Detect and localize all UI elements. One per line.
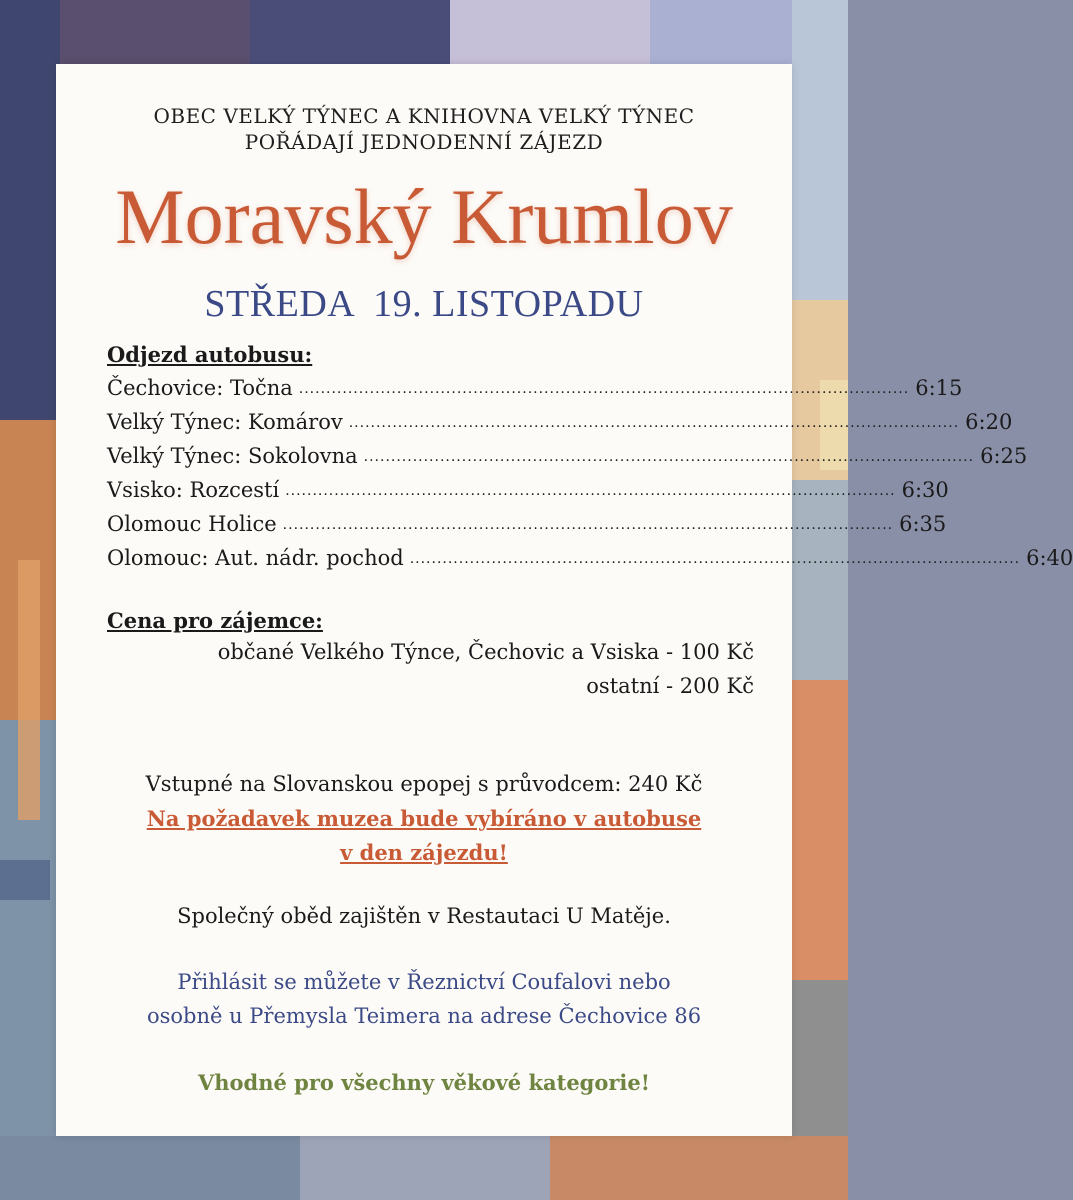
leader-dots: ................................................................................................................ — [282, 517, 894, 533]
stop-place: Vsisko: Rozcestí — [107, 478, 280, 502]
stop-place: Olomouc Holice — [107, 512, 277, 536]
stop-time: 6:20 — [965, 410, 1013, 434]
departure-stop — [107, 438, 1028, 468]
departure-stop — [107, 506, 947, 536]
leader-dots: ................................................................................................................ — [285, 483, 896, 499]
stop-place: Velký Týnec: Sokolovna — [107, 444, 358, 468]
admission-warning-line-1: Na požadavek muzea bude vybíráno v autobuse — [146, 806, 702, 831]
stop-place: Velký Týnec: Komárov — [107, 410, 343, 434]
stop-place: Olomouc: Aut. nádr. pochod — [107, 546, 404, 570]
departure-heading: Odjezd autobusu: — [107, 342, 313, 367]
stop-time: 6:40 — [1026, 546, 1073, 570]
leader-dots: ................................................................................................................ — [409, 551, 1021, 567]
departure-stop — [107, 472, 949, 502]
leader-dots: ................................................................................................................ — [348, 415, 960, 431]
admission-text: Vstupné na Slovanskou epopej s průvodcem: 240 Kč — [145, 772, 703, 796]
leader-dots: ................................................................................................................ — [298, 381, 910, 397]
stop-time: 6:30 — [901, 478, 949, 502]
departure-stop — [107, 404, 1013, 434]
organizer-line-2: POŘÁDAJÍ JEDNODENNÍ ZÁJEZD — [244, 130, 604, 154]
departure-stop — [107, 540, 1073, 570]
price-others: ostatní - 200 Kč — [586, 674, 754, 698]
organizer-line-1: OBEC VELKÝ TÝNEC A KNIHOVNA VELKÝ TÝNEC — [153, 104, 695, 128]
trip-title: Moravský Krumlov — [115, 173, 733, 260]
poster-card — [56, 64, 1073, 1136]
footer-note: Vhodné pro všechny věkové kategorie! — [197, 1070, 650, 1095]
stop-time: 6:25 — [980, 444, 1028, 468]
admission-warning-line-2: v den zájezdu! — [340, 840, 508, 865]
departure-stop — [107, 370, 963, 400]
admission-warning-line-1-wrap — [56, 806, 792, 831]
registration-line-1: Přihlásit se můžete v Řeznictví Coufalovi nebo — [177, 970, 671, 994]
price-heading: Cena pro zájemce: — [107, 608, 323, 633]
stop-time: 6:35 — [899, 512, 947, 536]
price-residents: občané Velkého Týnce, Čechovic a Vsiska - 100 Kč — [217, 640, 754, 664]
leader-dots: ................................................................................................................ — [363, 449, 975, 465]
registration-line-2: osobně u Přemysla Teimera na adrese Čechovice 86 — [146, 1004, 702, 1028]
trip-date: STŘEDA 19. LISTOPADU — [204, 283, 644, 325]
stop-time: 6:15 — [915, 376, 963, 400]
stop-place: Čechovice: Točna — [107, 376, 293, 400]
admission-warning-line-2-wrap — [56, 840, 792, 865]
lunch-info: Společný oběd zajištěn v Restautaci U Matěje. — [177, 904, 671, 928]
